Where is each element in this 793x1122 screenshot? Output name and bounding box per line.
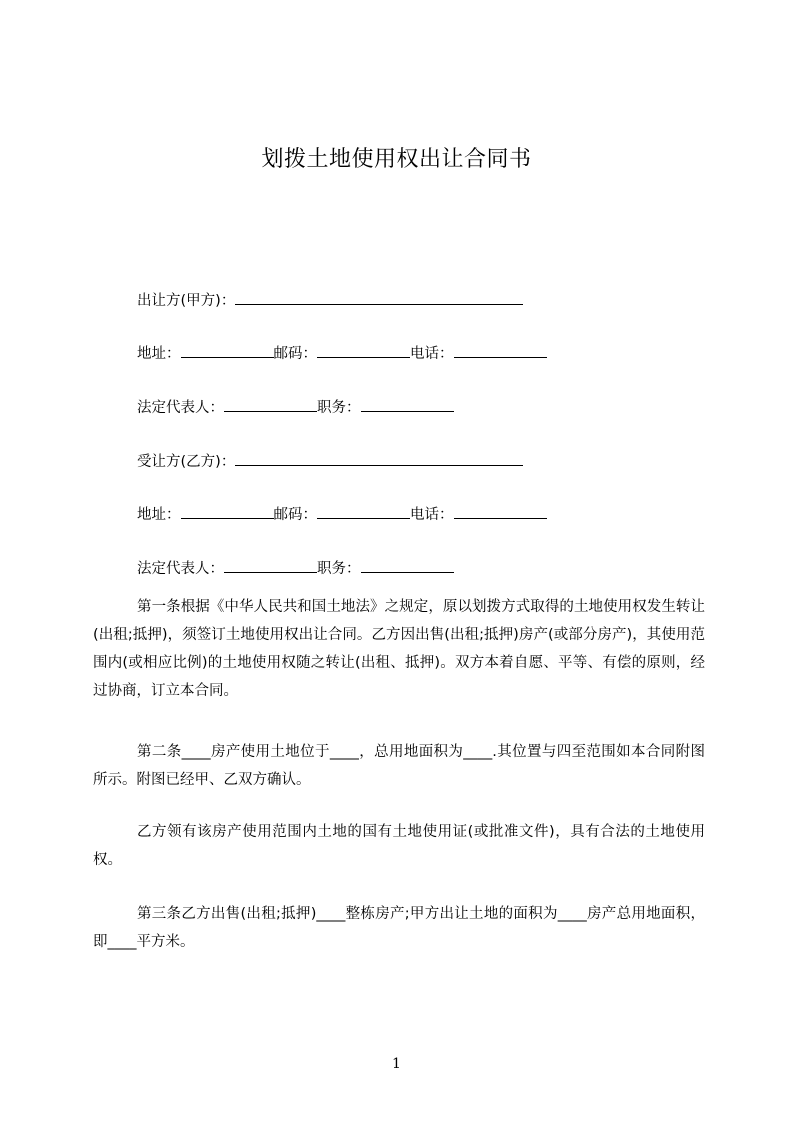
article-3-paragraph: 第三条乙方出售(出租;抵押)____整栋房产;甲方出让土地的面积为____房产总用地面积，即____平方米。 xyxy=(93,906,705,950)
party-a-address-label: 地址： xyxy=(137,346,181,362)
party-b-rep-row xyxy=(137,558,454,580)
party-a-postcode-blank[interactable] xyxy=(317,343,410,358)
party-a-blank[interactable] xyxy=(235,290,523,305)
party-a-position-label: 职务： xyxy=(317,400,361,416)
party-b-postcode-label: 邮码： xyxy=(273,507,317,523)
party-b-phone-blank[interactable] xyxy=(454,504,547,519)
party-a-phone-blank[interactable] xyxy=(454,343,547,358)
party-a-rep-label: 法定代表人： xyxy=(137,400,224,416)
party-a-address-blank[interactable] xyxy=(181,343,274,358)
document-title: 划拨土地使用权出让合同书 xyxy=(261,147,532,172)
party-a-postcode-label: 邮码： xyxy=(273,346,317,362)
party-a-contact-row xyxy=(137,343,547,365)
party-a-label: 出让方(甲方)： xyxy=(137,293,236,309)
article-2-paragraph: 第二条____房产使用土地位于____，总用地面积为____.其位置与四至范围如本合同附图所示。附图已经甲、乙双方确认。 xyxy=(93,744,705,788)
page-number: 1 xyxy=(392,1056,401,1072)
article-1-paragraph: 第一条根据《中华人民共和国土地法》之规定，原以划拨方式取得的土地使用权发生转让(出租;抵押)，须签订土地使用权出让合同。乙方因出售(出租;抵押)房产(或部分房产)，其使用范围内(或相应比例)的土地使用权随之转让(出租、抵押)。双方本着自愿、平等、有偿的原则，经过协商，订立本合同。 xyxy=(93,599,705,699)
land-use-right-paragraph: 乙方领有该房产使用范围内土地的国有土地使用证(或批准文件)，具有合法的土地使用权。 xyxy=(93,824,705,868)
party-b-position-blank[interactable] xyxy=(361,558,454,573)
party-a-phone-label: 电话： xyxy=(410,346,454,362)
party-b-address-blank[interactable] xyxy=(181,504,274,519)
party-b-label: 受让方(乙方)： xyxy=(137,454,236,470)
party-b-phone-label: 电话： xyxy=(410,507,454,523)
party-b-position-label: 职务： xyxy=(317,561,361,577)
party-a-rep-blank[interactable] xyxy=(224,397,317,412)
party-b-blank[interactable] xyxy=(235,451,523,466)
party-b-rep-blank[interactable] xyxy=(224,558,317,573)
party-b-address-label: 地址： xyxy=(137,507,181,523)
party-b-postcode-blank[interactable] xyxy=(317,504,410,519)
party-a-row xyxy=(137,290,523,312)
party-b-rep-label: 法定代表人： xyxy=(137,561,224,577)
party-b-contact-row xyxy=(137,504,547,526)
party-a-rep-row xyxy=(137,397,454,419)
party-b-row xyxy=(137,451,523,473)
party-a-position-blank[interactable] xyxy=(361,397,454,412)
